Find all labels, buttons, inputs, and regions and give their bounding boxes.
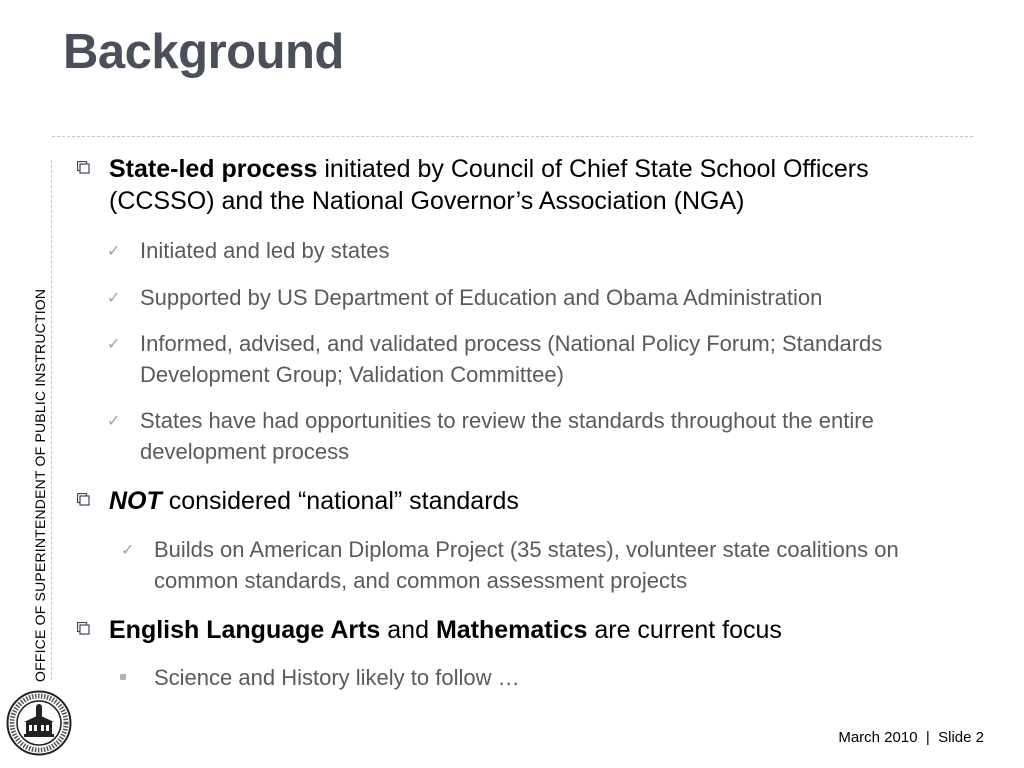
square-bullet-icon — [77, 493, 90, 506]
sub-bullet-text: Informed, advised, and validated process (National Policy Forum; Standards Development Group; Validation Committee) — [140, 331, 883, 387]
sidebar-label: OFFICE OF SUPERINTENDENT OF PUBLIC INSTRUCTION — [32, 288, 48, 682]
bullet-item — [109, 485, 969, 517]
sub-bullet-item — [107, 282, 940, 313]
title-divider — [52, 136, 973, 137]
sub-bullet-item — [154, 662, 954, 693]
bullet-text: initiated by Council of Chief State School Officers (CCSSO) and the National Governor’s Association (NGA) — [109, 155, 869, 215]
check-icon: ✓ — [107, 241, 121, 260]
sub-bullet-item — [121, 534, 944, 596]
small-square-bullet-icon — [120, 674, 126, 680]
sidebar-divider — [51, 160, 52, 680]
check-icon: ✓ — [107, 288, 121, 307]
sub-bullet-text: Supported by US Department of Education and Obama Administration — [140, 285, 823, 310]
slide-title: Background — [63, 25, 344, 79]
bullet-bold: State-led process — [109, 155, 318, 183]
sub-bullet-text: Science and History likely to follow … — [154, 665, 520, 690]
bullet-bold: Mathematics — [435, 616, 588, 644]
sub-bullet-item — [107, 405, 940, 467]
check-icon: ✓ — [107, 411, 121, 430]
sub-bullet-item — [107, 328, 930, 390]
check-icon: ✓ — [107, 334, 121, 353]
bullet-text: are current focus — [587, 616, 782, 644]
square-bullet-icon — [77, 161, 90, 174]
sub-bullet-text: Builds on American Diploma Project (35 states), volunteer state coalitions on common standards, and common assessment projects — [154, 537, 899, 593]
bullet-text: and — [380, 616, 436, 644]
sub-bullet-text: Initiated and led by states — [140, 238, 390, 263]
bullet-item — [109, 153, 969, 217]
square-bullet-icon — [77, 622, 90, 635]
slide-footer: March 2010 | Slide 2 — [838, 729, 984, 746]
state-seal-icon — [6, 690, 72, 756]
sub-bullet-text: States have had opportunities to review the standards throughout the entire development process — [140, 408, 874, 464]
bullet-item — [109, 614, 969, 646]
bullet-bold: English Language Arts — [109, 616, 381, 644]
check-icon: ✓ — [121, 540, 135, 559]
bullet-text: considered “national” standards — [161, 487, 519, 515]
sub-bullet-item — [107, 235, 940, 266]
bullet-bold: NOT — [109, 487, 162, 515]
